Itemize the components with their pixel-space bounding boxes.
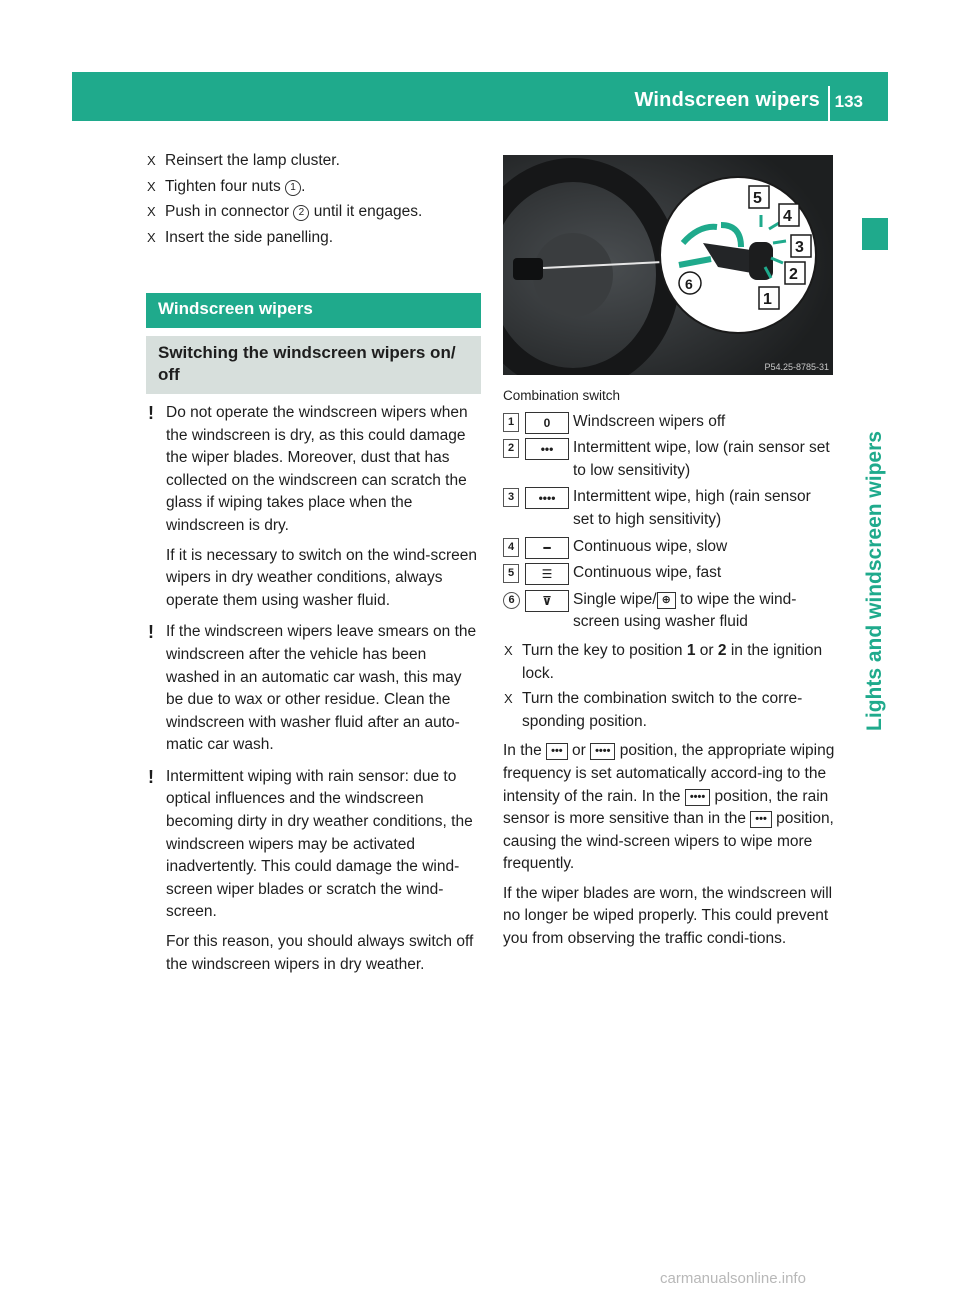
left-column: [146, 150, 481, 985]
figure-caption: Combination switch: [503, 388, 621, 403]
warning-icon: !: [148, 402, 154, 423]
warning-text: For this reason, you should always switch off the windscreen wipers in dry weather.: [166, 933, 474, 973]
continuous-slow-icon: ━: [525, 537, 569, 559]
step-arrow-icon: X: [147, 153, 156, 168]
page-header: [72, 72, 888, 121]
page-number: 133: [834, 92, 863, 111]
intermittent-low-icon: •••: [546, 743, 568, 760]
legend-number: 5: [503, 564, 519, 583]
step-arrow-icon: X: [504, 642, 513, 658]
header-title: Windscreen wipers: [634, 89, 820, 111]
body-paragraph: In the ••• or •••• position, the appropriate wiping frequency is set automatically accord-ing to the intensity of the rain. In the •••• position, the rain sensor is more sensitive than in the ••• position, causing the wind-screen wipers to wipe more frequently.: [503, 742, 835, 873]
section-heading: Windscreen wipers: [146, 293, 481, 328]
warning-text: Do not operate the windscreen wipers when the windscreen is dry, as this could damage the wiper blades. Moreover, dust that has collected on the windscreen can scratch the glass if wiping takes place when the windscreen is dry.: [166, 403, 468, 534]
callout-number: 1: [285, 180, 301, 196]
legend-item: 2 ••• Intermittent wipe, low (rain sensor set to low sensitivity): [503, 437, 835, 482]
step-arrow-icon: X: [147, 229, 156, 245]
steps-top: [146, 150, 481, 249]
continuous-fast-icon: ☰: [525, 563, 569, 585]
callout-4: 4: [783, 208, 792, 225]
washer-fluid-icon: ⊕: [657, 592, 676, 609]
step-arrow-icon: X: [504, 691, 513, 707]
callout-6: 6: [685, 276, 693, 292]
intermittent-high-icon: ••••: [525, 487, 569, 509]
callout-number: 2: [293, 205, 309, 221]
step-arrow-icon: X: [147, 178, 156, 194]
step-item: X Insert the side panelling.: [146, 227, 481, 250]
subsection-heading: Switching the windscreen wipers on/ off: [146, 336, 481, 394]
legend-item: 5 ☰ Continuous wipe, fast: [503, 562, 835, 585]
warning-icon: !: [148, 766, 154, 787]
steering-illustration: [503, 155, 833, 375]
step-item: X Push in connector 2 until it engages.: [146, 201, 481, 224]
intermittent-low-icon: •••: [525, 438, 569, 460]
wiper-off-icon: 0: [525, 412, 569, 434]
callout-2: 2: [789, 266, 798, 283]
callout-1: 1: [763, 291, 772, 308]
warning-note: [146, 621, 481, 757]
callout-3: 3: [795, 239, 804, 256]
legend-number: 3: [503, 488, 519, 507]
intermittent-high-icon: ••••: [685, 789, 710, 806]
figure-code: P54.25-8785-31: [764, 362, 829, 372]
step-item: X Turn the combination switch to the corre-sponding position.: [504, 690, 803, 730]
intermittent-low-icon: •••: [750, 811, 772, 828]
single-wipe-icon: ⊽: [525, 590, 569, 612]
watermark: carmanualsonline.info: [660, 1270, 806, 1287]
warning-text: If it is necessary to switch on the wind-screen wipers in dry weather conditions, always operate them using washer fluid.: [166, 546, 477, 609]
combination-switch-figure: [503, 155, 833, 375]
step-arrow-icon: X: [147, 204, 156, 220]
body-paragraph: If the wiper blades are worn, the windscreen will no longer be wiped properly. This could prevent you from observing the traffic condi-tions.: [503, 884, 833, 948]
legend-number: 2: [503, 439, 519, 458]
warning-text: If the windscreen wipers leave smears on the windscreen after the vehicle has been washed in an automatic car wash, this may be due to wax or other residue. Clean the windscreen with washer fluid after an auto-matic car wash.: [166, 623, 477, 754]
side-tab-label: Lights and windscreen wipers: [863, 431, 886, 731]
header-divider: [828, 86, 830, 121]
legend-number: 6: [503, 592, 520, 609]
legend-number: 1: [503, 413, 519, 432]
legend-item: 3 •••• Intermittent wipe, high (rain sensor set to high sensitivity): [503, 486, 835, 531]
warning-note: [146, 766, 481, 976]
legend-item: 1 0 Windscreen wipers off: [503, 411, 835, 434]
warning-text: Intermittent wiping with rain sensor: due to optical influences and the windscreen becoming dirty in dry weather conditions, the windscreen wipers may be activated inadvertently. This could damage the wind-screen wiper blades or scratch the wind-screen.: [166, 767, 473, 921]
intermittent-high-icon: ••••: [590, 743, 615, 760]
right-column: [503, 385, 835, 958]
callout-5: 5: [753, 190, 762, 207]
side-tab-marker: [862, 218, 888, 250]
step-item: X Tighten four nuts 1 .: [146, 176, 481, 199]
legend-item: 6 ⊽ Single wipe/ ⊕ to wipe the wind-screen using washer fluid: [503, 589, 835, 634]
step-item: X Reinsert the lamp cluster.: [146, 150, 481, 173]
warning-icon: !: [148, 622, 154, 643]
legend-number: 4: [503, 538, 519, 557]
step-item: X Turn the key to position 1 or 2 in the ignition lock.: [504, 641, 823, 682]
warning-note: [146, 402, 481, 612]
legend-item: 4 ━ Continuous wipe, slow: [503, 536, 835, 559]
